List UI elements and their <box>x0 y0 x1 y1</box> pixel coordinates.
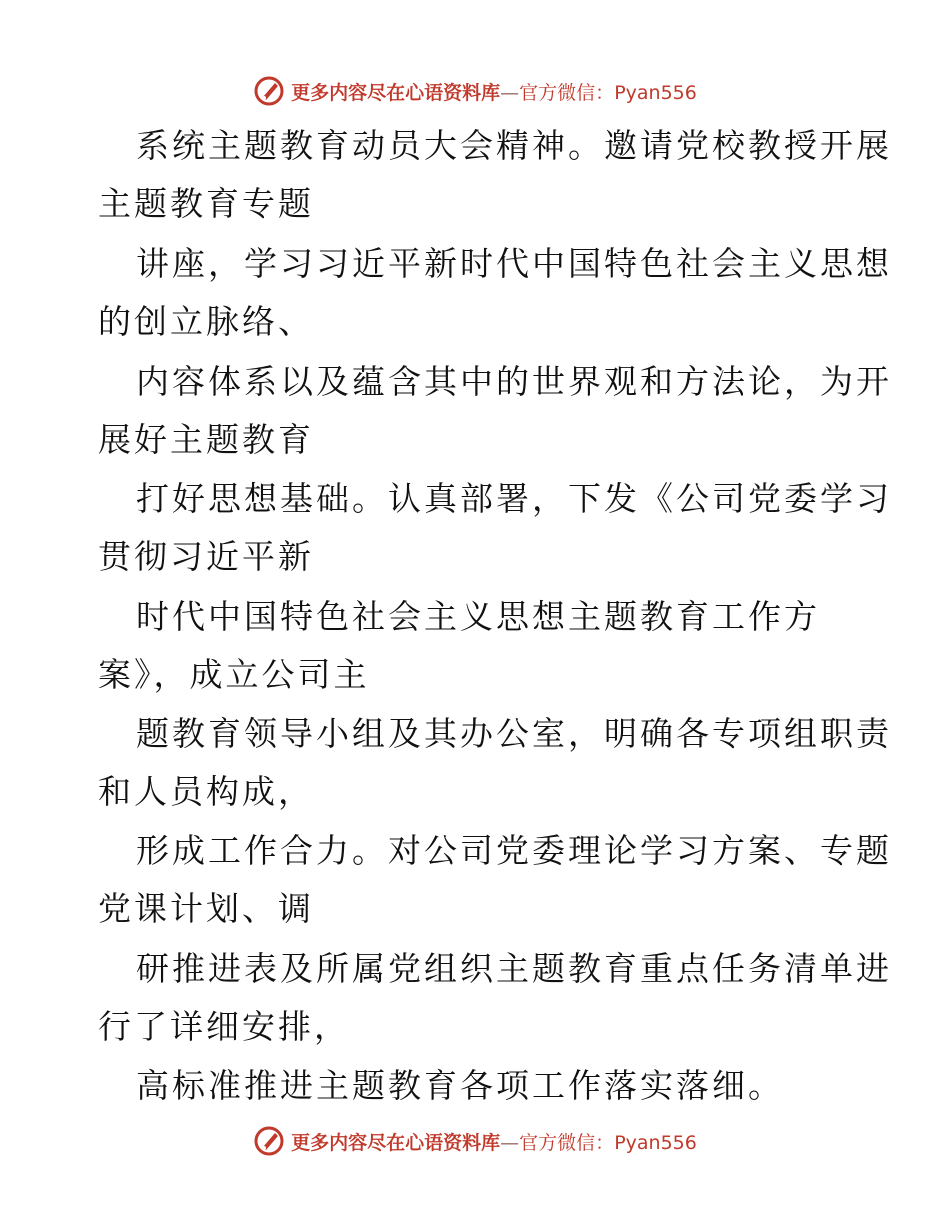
header-banner-separator: — <box>500 81 520 104</box>
footer-banner <box>0 1121 950 1161</box>
pen-logo-icon <box>253 75 285 107</box>
paragraph-line: 主题教育专题 <box>98 184 314 223</box>
header-wechat-id: Pyan556 <box>614 81 697 104</box>
header-banner-main: 更多内容尽在心语资料库 <box>291 81 501 104</box>
paragraph-line: 题教育领导小组及其办公室，明确各专项组职责 <box>136 714 892 753</box>
pen-logo-icon <box>253 1125 285 1157</box>
header-banner-text <box>291 78 697 105</box>
header-banner <box>0 71 950 111</box>
paragraph-line: 研推进表及所属党组织主题教育重点任务清单进 <box>136 949 892 988</box>
footer-wechat-id: Pyan556 <box>614 1131 697 1154</box>
paragraph-line: 的创立脉络、 <box>98 302 314 341</box>
paragraph-line: 案》，成立公司主 <box>98 655 370 694</box>
footer-wechat-label: 官方微信： <box>519 1131 615 1154</box>
paragraph-line: 高标准推进主题教育各项工作落实落细。 <box>136 1066 784 1105</box>
paragraph-line: 内容体系以及蕴含其中的世界观和方法论，为开 <box>136 362 892 401</box>
footer-banner-main: 更多内容尽在心语资料库 <box>291 1131 501 1154</box>
paragraph-line: 党课计划、调 <box>98 889 314 928</box>
paragraph-line: 系统主题教育动员大会精神。邀请党校教授开展 <box>136 126 892 165</box>
paragraph-line: 打好思想基础。认真部署，下发《公司党委学习 <box>136 479 892 518</box>
paragraph-line: 形成工作合力。对公司党委理论学习方案、专题 <box>136 831 892 870</box>
paragraph-line: 和人员构成， <box>98 772 314 811</box>
paragraph-line: 贯彻习近平新 <box>98 537 314 576</box>
header-wechat-label: 官方微信： <box>519 81 615 104</box>
paragraph-line: 行了详细安排， <box>98 1007 350 1046</box>
footer-banner-separator: — <box>500 1131 520 1154</box>
footer-banner-text <box>291 1128 697 1155</box>
paragraph-line: 讲座，学习习近平新时代中国特色社会主义思想 <box>136 244 892 283</box>
paragraph-line: 时代中国特色社会主义思想主题教育工作方 <box>136 597 820 636</box>
paragraph-line: 展好主题教育 <box>98 420 314 459</box>
